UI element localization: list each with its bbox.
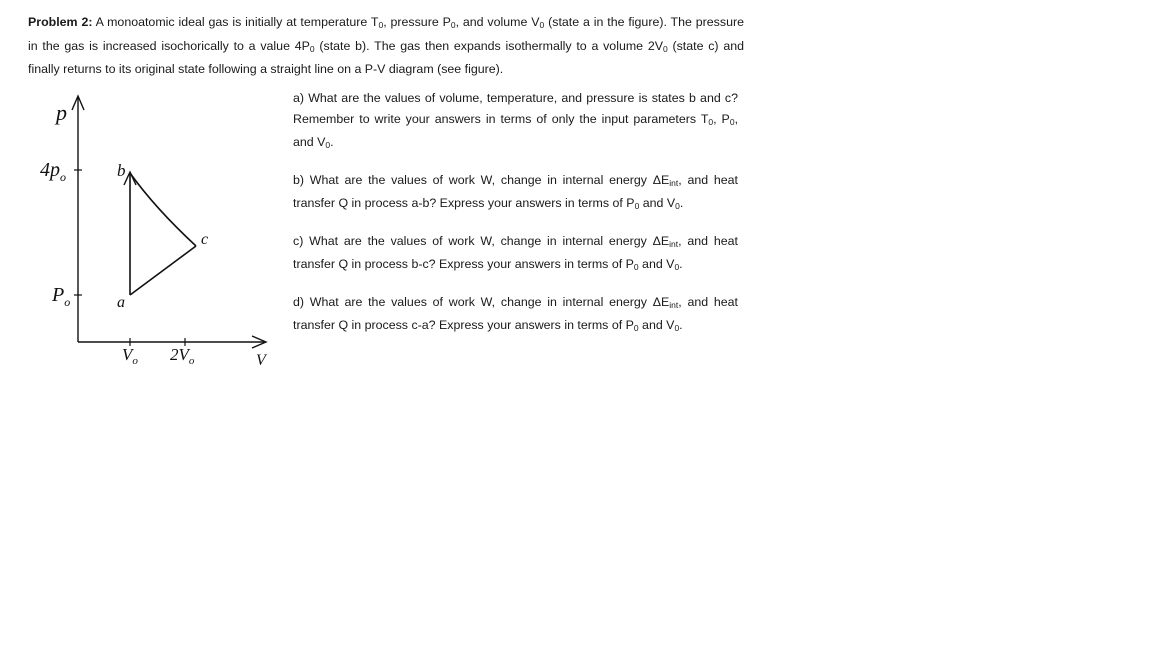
intro-text-5: (state b). The gas then expands isothermally to a volume 2V (314, 38, 663, 53)
process-b-c (130, 173, 196, 246)
x-axis-label: V (256, 352, 266, 369)
problem-label: Problem 2: (28, 15, 93, 29)
state-b-label: b (117, 161, 126, 180)
pv-diagram (20, 88, 290, 378)
intro-text-4: (state a in the figure). The pressure in the gas is increased isochorically to a value 4P (28, 15, 744, 53)
problem-statement (28, 12, 744, 80)
subscript: 0 (309, 43, 315, 54)
x-tick-label-2: $2V_o$ (170, 345, 195, 367)
question-b: b) What are the values of work W, change in internal energy $\Delta E_{int}$, and heat transfer Q in process a-b? Express your answers in terms of $P_0$ and $V_0$. (293, 172, 738, 211)
intro-text-3: , and volume V (455, 15, 540, 29)
x-tick-label-1: $V_o$ (122, 345, 138, 367)
state-a-label: a (117, 294, 125, 311)
y-tick-label-low: $P_o$ (52, 284, 71, 309)
question-a: a) What are the values of volume, temperature, and pressure is states b and c? Remember to write your answers in terms of only the input parameters $T_0$, $P_0$, and $V_0$. (293, 91, 739, 150)
subscript: 0 (378, 20, 384, 30)
question-d: d) What are the values of work W, change in internal energy $\Delta E_{int}$, and heat transfer Q in process c-a? Express your answers in terms of $P_0$ and $V_0$. (293, 294, 738, 333)
y-axis-label: p (56, 100, 67, 125)
intro-text-1: A monoatomic ideal gas is initially at temperature T (92, 15, 379, 29)
subscript: 0 (450, 20, 456, 30)
question-c: c) What are the values of work W, change in internal energy $\Delta E_{int}$, and heat transfer Q in process b-c? Express your answers in terms of $P_0$ and $V_0$. (293, 233, 738, 272)
intro-text-2: , pressure P (383, 15, 451, 29)
subscript: 0 (539, 20, 545, 30)
question-list (293, 88, 738, 353)
pv-diagram-svg (20, 88, 290, 378)
intro-text-6: (state c) and finally returns to its original state following a straight line on a P-V diagram (see figure). (28, 38, 744, 76)
y-tick-label-high: $4p_o$ (40, 159, 66, 184)
process-c-a (130, 246, 196, 295)
state-c-label: c (201, 231, 209, 248)
subscript: 0 (662, 43, 668, 54)
